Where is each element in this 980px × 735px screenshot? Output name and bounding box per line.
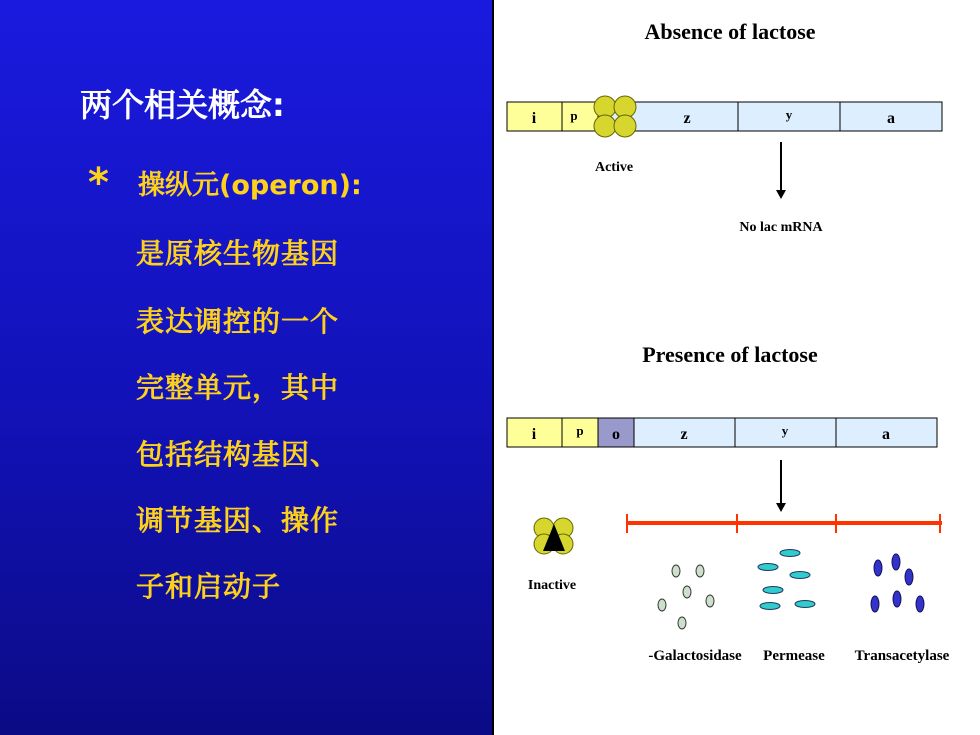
gene-z-label-bottom: z (680, 426, 688, 443)
definition-line-2: 表达调控的一个 (136, 305, 340, 338)
transacetylase-molecules (871, 554, 924, 612)
gene-i-label-bottom: i (531, 426, 537, 443)
arrow-head-top (776, 190, 786, 199)
gene-p-top (562, 102, 598, 131)
definition-line-3: 完整单元，其中 (136, 371, 340, 404)
inactive-repressor-icon (534, 518, 573, 554)
gene-o-label-bottom: o (612, 426, 620, 443)
heading: 两个相关概念: (80, 86, 285, 124)
gene-y-label-bottom: y (781, 423, 789, 438)
definition-line-6: 子和启动子 (136, 570, 282, 603)
arrow-head-bottom (776, 503, 786, 512)
product-galactosidase: -Galactosidase (648, 648, 742, 664)
gene-y-label-top: y (785, 107, 793, 122)
operon-diagram (494, 0, 980, 735)
product-transacetylase: Transacetylase (854, 648, 950, 664)
no-mrna-label: No lac mRNA (739, 220, 823, 235)
operon-diagram-panel (492, 0, 980, 735)
operon-subheading: 操纵元(operon): (138, 170, 362, 201)
gene-z-label-top: z (683, 110, 691, 127)
lac-mrna-line (626, 514, 942, 533)
gene-i-label-top: i (531, 110, 537, 127)
gene-p-label-bottom: p (576, 423, 584, 438)
gene-a-label-top: a (887, 110, 895, 127)
inactive-label: Inactive (527, 578, 577, 593)
top-title: Absence of lactose (644, 19, 816, 44)
galactosidase-molecules (658, 565, 714, 629)
definition-line-4: 包括结构基因、 (136, 438, 340, 471)
product-permease: Permease (763, 648, 825, 664)
definition-line-1: 是原核生物基因 (136, 237, 340, 270)
gene-p-label-top: p (570, 108, 578, 123)
definition-line-5: 调节基因、操作 (136, 504, 340, 537)
gene-a-label-bottom: a (882, 426, 890, 443)
bullet-star: * (88, 160, 109, 206)
active-label: Active (594, 160, 634, 175)
permease-molecules (758, 550, 815, 610)
bottom-title: Presence of lactose (642, 342, 818, 367)
